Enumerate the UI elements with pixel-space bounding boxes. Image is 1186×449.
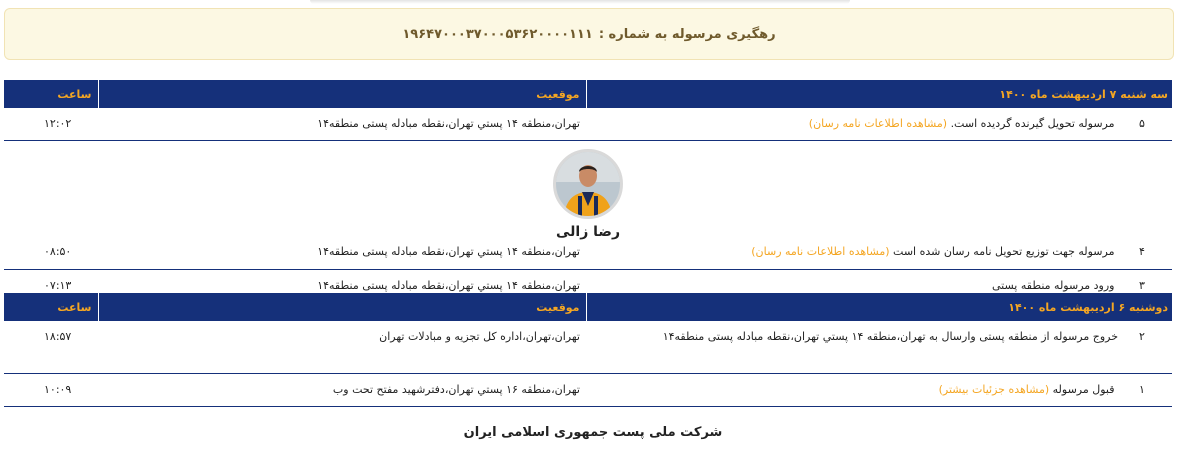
top-shadow-divider	[310, 0, 850, 4]
courier-card	[4, 145, 1172, 241]
table-row	[4, 373, 1172, 406]
row-number: ۳	[1139, 278, 1145, 292]
table-row	[4, 108, 1172, 141]
location-column-header: موقعیت	[98, 80, 586, 108]
status-text: مرسوله تحویل گیرنده گردیده است.	[950, 117, 1115, 130]
location-column-header: موقعیت	[98, 293, 586, 321]
status-cell	[586, 108, 1172, 141]
location-cell: تهران،منطقه ۱۶ پستي تهران،دفترشهید مفتح تحت وب	[98, 373, 586, 406]
status-text: ورود مرسوله منطقه پستی	[992, 278, 1115, 292]
time-column-header: ساعت	[4, 80, 98, 108]
row-number: ۱	[1139, 382, 1145, 396]
location-cell: تهران،منطقه ۱۴ پستي تهران،نقطه مبادله پستی منطقه۱۴	[98, 108, 586, 141]
status-cell	[586, 321, 1172, 373]
row-number: ۴	[1139, 245, 1145, 258]
courier-cell	[4, 141, 1172, 242]
courier-name: رضا زالی	[556, 224, 620, 240]
tracking-number: ۱۹۶۴۷۰۰۰۳۷۰۰۰۵۳۶۲۰۰۰۰۱۱۱	[402, 26, 593, 42]
location-cell: تهران،تهران،اداره کل تجزیه و مبادلات تهران	[98, 321, 586, 373]
courier-avatar-icon	[553, 149, 623, 219]
table-row	[4, 241, 1172, 269]
tracking-banner	[4, 8, 1174, 60]
table-header-row	[4, 293, 1172, 321]
row-number: ۲	[1139, 330, 1145, 343]
time-cell: ۱۸:۵۷	[4, 321, 98, 373]
tracking-label: رهگیری مرسوله به شماره :	[598, 26, 776, 42]
time-cell: ۰۷:۱۳	[4, 269, 98, 302]
view-more-details-link[interactable]: (مشاهده جزئیات بیشتر)	[938, 382, 1050, 396]
time-cell: ۰۸:۵۰	[4, 241, 98, 269]
status-text: قبول مرسوله	[1052, 382, 1115, 396]
time-column-header: ساعت	[4, 293, 98, 321]
day-date-header: سه شنبه ۷ اردیبهشت ماه ۱۴۰۰	[586, 80, 1172, 108]
tracking-table-day-2	[4, 293, 1172, 407]
time-cell: ۱۲:۰۲	[4, 108, 98, 141]
time-cell: ۱۰:۰۹	[4, 373, 98, 406]
status-text: خروج مرسوله از منطقه پستی وارسال به تهران،منطقه ۱۴ پستي تهران،نقطه مبادله پستی منطقه۱۴	[662, 330, 1118, 343]
location-cell: تهران،منطقه ۱۴ پستي تهران،نقطه مبادله پستی منطقه۱۴	[98, 241, 586, 269]
view-postman-info-link[interactable]: (مشاهده اطلاعات نامه رسان)	[808, 117, 948, 130]
table-header-row	[4, 80, 1172, 108]
view-postman-info-link[interactable]: (مشاهده اطلاعات نامه رسان)	[751, 245, 890, 258]
table-row	[4, 321, 1172, 373]
tracking-table-day-1	[4, 80, 1172, 303]
footer-company-name: شرکت ملی پست جمهوری اسلامی ایران	[463, 425, 723, 440]
courier-row	[4, 141, 1172, 242]
row-number: ۵	[1139, 117, 1145, 130]
status-cell	[586, 373, 1172, 406]
location-cell: تهران،منطقه ۱۴ پستي تهران،نقطه مبادله پستی منطقه۱۴	[98, 269, 586, 302]
status-cell	[586, 241, 1172, 269]
day-date-header: دوشنبه ۶ اردیبهشت ماه ۱۴۰۰	[586, 293, 1172, 321]
status-text: مرسوله جهت توزیع تحویل نامه رسان شده است	[893, 245, 1115, 258]
